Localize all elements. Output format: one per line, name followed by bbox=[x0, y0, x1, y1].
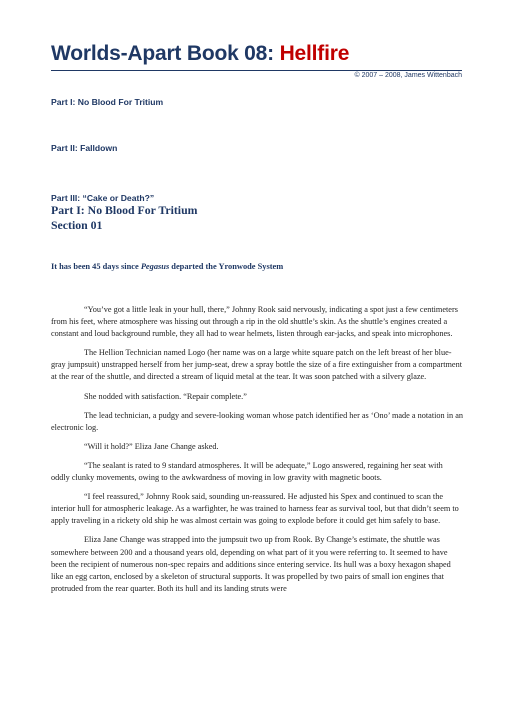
paragraph: “Will it hold?” Eliza Jane Change asked. bbox=[84, 441, 219, 451]
subtitle-ship: Pegasus bbox=[140, 262, 170, 271]
subtitle-before: It has been 45 days since bbox=[51, 262, 141, 271]
paragraph: “I feel reassured,” Johnny Rook said, sounding un-reassured. He adjusted his Spex and continued to scan the interior hull for atmospheric leakage. As a warfighter, he was trained to harness fear as survival tool, but that didn’t seem to apply traveling in a rickety old ship he was almost certain was going to explode before it could get him safely to base. bbox=[51, 492, 459, 526]
paragraph: Eliza Jane Change was strapped into the jumpsuit two up from Rook. By Change’s estimate, the shuttle was somewhere between 200 and a thousand years old, depending on what part of it you were referring to. It seemed to have been the recipient of numerous non-spec repairs and additions since entering service. Its hull was a boxy hexagon shaped like an egg carton, enclosed by a skeleton of structural supports. It was propelled by two pairs of small ion engines that protruded from the rear quarter. Both its hull and its landing struts were bbox=[51, 535, 451, 593]
copyright-notice: © 2007 – 2008, James Wittenbach bbox=[354, 72, 462, 79]
toc-link-part-3[interactable]: Part III: “Cake or Death?” bbox=[51, 193, 155, 203]
paragraph: “You’ve got a little leak in your hull, there,” Johnny Rook said nervously, indicating a spot just a few centimeters from his feet, where atmosphere was hissing out through a rip in the old shuttle’s skin. As the shuttle’s engines created a constant and loud background rumble, they all had to wear helmets, listen through ear-jacks, and speak into microphones. bbox=[51, 305, 458, 339]
section-number: Section 01 bbox=[51, 218, 103, 232]
toc-link-part-1[interactable]: Part I: No Blood For Tritium bbox=[51, 97, 164, 107]
paragraph: The lead technician, a pudgy and severe-looking woman whose patch identified her as ‘Ono’ made a notation in an electronic log. bbox=[51, 410, 463, 432]
section-heading bbox=[51, 203, 197, 233]
toc-link-part-2[interactable]: Part II: Falldown bbox=[51, 143, 118, 153]
title-main: Worlds-Apart Book 08: bbox=[51, 42, 280, 65]
title-rule bbox=[51, 70, 462, 71]
paragraph: “The sealant is rated to 9 standard atmospheres. It will be adequate,” Logo answered, regaining her seat with oddly clunky movements, owing to the awkwardness of moving in low gravity with magnetic boots. bbox=[51, 460, 443, 483]
paragraph: The Hellion Technician named Logo (her name was on a large white square patch on the left breast of her blue-gray jumpsuit) unstrapped herself from her jump-seat, drew a spray bottle the size of a fire extinguisher from a compartment at the rear of the shuttle, and directed a stream of liquid metal at the tear. It was soon patched with a silvery glaze. bbox=[51, 348, 462, 382]
document-title bbox=[51, 41, 349, 67]
part-heading: Part I: No Blood For Tritium bbox=[51, 203, 198, 217]
body-text bbox=[51, 304, 463, 602]
title-accent: Hellfire bbox=[279, 42, 350, 65]
paragraph: She nodded with satisfaction. “Repair complete.” bbox=[84, 391, 247, 401]
subtitle-after: departed the Yronwode System bbox=[169, 262, 284, 271]
section-subtitle bbox=[51, 262, 283, 271]
